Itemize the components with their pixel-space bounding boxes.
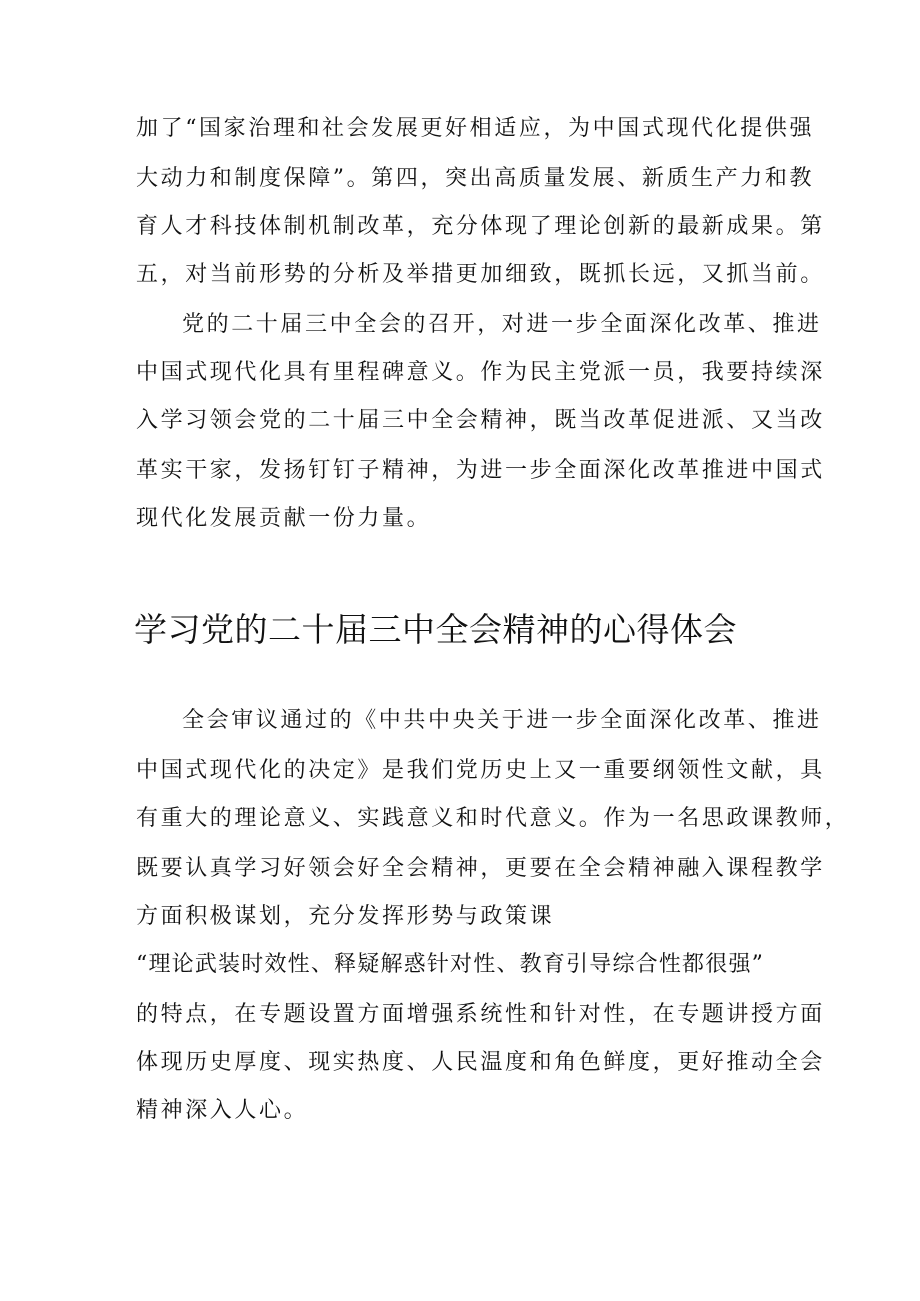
paragraph-2-line-3: 入学习领会党的二十届三中全会精神，既当改革促进派、又当改 — [136, 408, 825, 433]
paragraph-2-line-2: 中国式现代化具有里程碑意义。作为民主党派一员，我要持续深 — [136, 360, 825, 385]
paragraph-3-line-5: 方面积极谋划，充分发挥形势与政策课 — [136, 904, 555, 929]
paragraph-3-line-7: 的特点，在专题设置方面增强系统性和针对性，在专题讲授方面 — [136, 1002, 825, 1027]
paragraph-2-line-4: 革实干家，发扬钉钉子精神，为进一步全面深化改革推进中国式 — [136, 458, 825, 483]
paragraph-3-line-9: 精神深入人心。 — [136, 1098, 309, 1123]
paragraph-3-line-3: 有重大的理论意义、实践意义和时代意义。作为一名思政课教师， — [136, 806, 850, 831]
paragraph-2-line-1: 党的二十届三中全会的召开，对进一步全面深化改革、推进 — [182, 312, 822, 337]
paragraph-1-line-3: 育人才科技体制机制改革，充分体现了理论创新的最新成果。第 — [136, 214, 825, 239]
paragraph-3-line-4: 既要认真学习好领会好全会精神，更要在全会精神融入课程教学 — [136, 856, 825, 881]
paragraph-3-line-1: 全会审议通过的《中共中央关于进一步全面深化改革、推进 — [182, 708, 822, 733]
paragraph-2-line-5: 现代化发展贡献一份力量。 — [136, 506, 432, 531]
paragraph-3-line-8: 体现历史厚度、现实热度、人民温度和角色鲜度，更好推动全会 — [136, 1050, 825, 1075]
section-heading: 学习党的二十届三中全会精神的心得体会 — [134, 610, 737, 649]
paragraph-3-line-6: “理论武装时效性、释疑解惑针对性、教育引导综合性都很强” — [136, 952, 765, 977]
paragraph-1-line-2: 大动力和制度保障”。第四，突出高质量发展、新质生产力和教 — [136, 166, 815, 191]
paragraph-1-line-4: 五，对当前形势的分析及举措更加细致，既抓长远，又抓当前。 — [136, 262, 825, 287]
paragraph-3-line-2: 中国式现代化的决定》是我们党历史上又一重要纲领性文献，具 — [136, 758, 825, 783]
paragraph-1-line-1: 加了“国家治理和社会发展更好相适应，为中国式现代化提供强 — [136, 116, 815, 141]
